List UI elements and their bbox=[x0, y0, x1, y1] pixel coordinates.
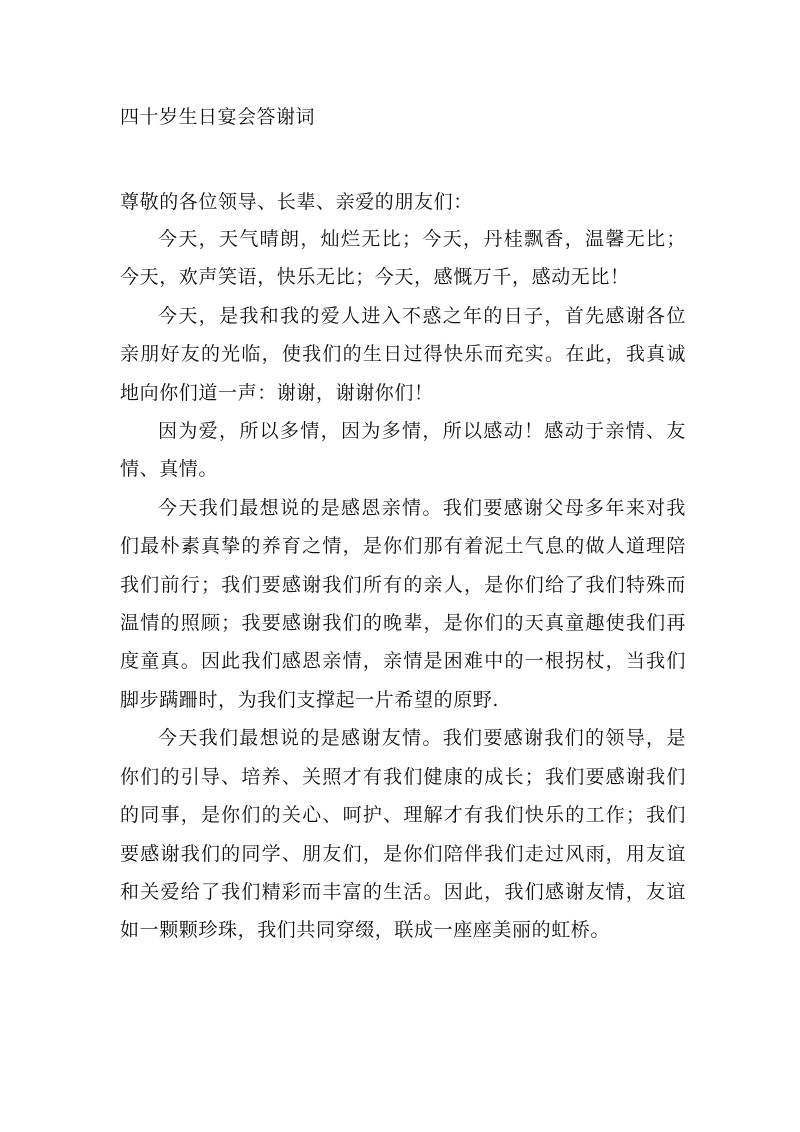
document-title: 四十岁生日宴会答谢词 bbox=[120, 106, 316, 128]
paragraph-3: 因为爱，所以多情，因为多情，所以感动！感动于亲情、友情、真情。 bbox=[120, 420, 686, 481]
document-body bbox=[120, 184, 686, 950]
salutation: 尊敬的各位领导、长辈、亲爱的朋友们： bbox=[120, 191, 473, 213]
paragraph-4: 今天我们最想说的是感恩亲情。我们要感谢父母多年来对我们最朴素真挚的养育之情，是你们那有着泥土气息的做人道理陪我们前行；我们要感谢我们所有的亲人，是你们给了我们特殊而温情的照顾；我要感谢我们的晚辈，是你们的天真童趣使我们再度童真。因此我们感恩亲情，亲情是困难中的一根拐杖，当我们脚步蹒跚时，为我们支撑起一片希望的原野. bbox=[120, 496, 686, 711]
paragraph-5: 今天我们最想说的是感谢友情。我们要感谢我们的领导，是你们的引导、培养、关照才有我们健康的成长；我们要感谢我们的同事，是你们的关心、呵护、理解才有我们快乐的工作；我们要感谢我们的同学、朋友们，是你们陪伴我们走过风雨，用友谊和关爱给了我们精彩而丰富的生活。因此，我们感谢友情，友谊如一颗颗珍珠，我们共同穿缀，联成一座座美丽的虹桥。 bbox=[120, 727, 686, 942]
paragraph-1: 今天，天气晴朗，灿烂无比；今天，丹桂飘香，温馨无比；今天，欢声笑语，快乐无比；今天，感慨万千，感动无比！ bbox=[120, 228, 686, 289]
paragraph-2: 今天，是我和我的爱人进入不惑之年的日子，首先感谢各位亲朋好友的光临，使我们的生日过得快乐而充实。在此，我真诚地向你们道一声：谢谢，谢谢你们！ bbox=[120, 304, 686, 404]
